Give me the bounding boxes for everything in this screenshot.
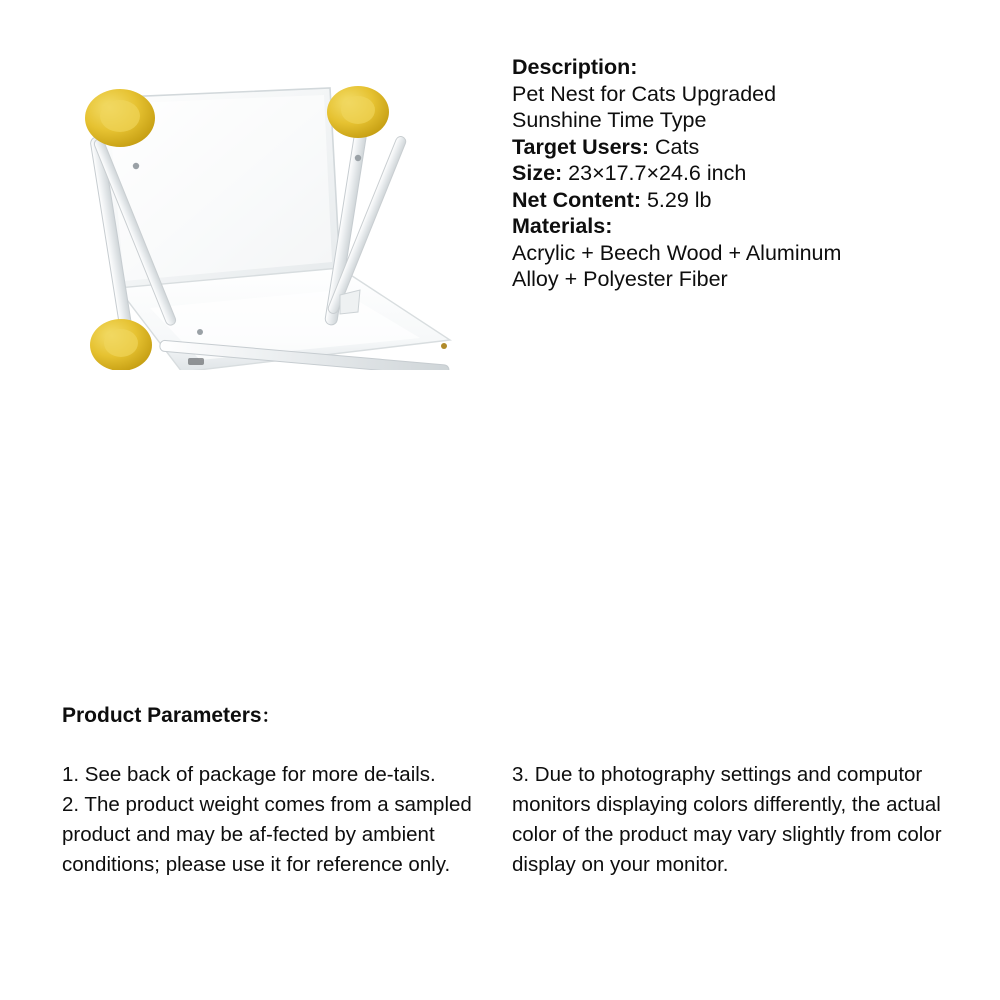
- parameter-item: 1. See back of package for more de-tails.: [62, 763, 436, 786]
- spec-label: Target Users:: [512, 134, 650, 159]
- spec-value: 23×17.7×24.6 inch: [562, 161, 747, 185]
- spec-label: Description:: [512, 55, 638, 79]
- spec-value: 5.29 lb: [640, 187, 712, 212]
- spec-line-description-label: [512, 54, 952, 81]
- parameter-item: 3. Due to photography settings and computor monitors displaying colors differently, the actual color of the product may vary slightly from color display on your monitor.: [512, 763, 942, 876]
- spec-value: Cats: [649, 134, 700, 159]
- spec-value: Sunshine Time Type: [512, 108, 707, 132]
- parameter-item: 2. The product weight comes from a sampled product and may be af-fected by ambient conditions; please use it for reference only.: [62, 793, 472, 876]
- spec-line-size: [512, 160, 952, 187]
- product-parameters-heading-text: Product Parameters: [62, 704, 262, 727]
- spec-label: Net Content:: [512, 187, 641, 212]
- spec-line-target-users: [512, 134, 952, 161]
- spec-line-materials-value-1: [512, 240, 952, 267]
- suction-cup-top-left: [85, 89, 155, 147]
- spec-line-description-value-1: [512, 81, 952, 108]
- product-parameters-heading-colon: ：: [261, 706, 280, 726]
- spec-line-net-content: [512, 187, 952, 214]
- suction-cup-top-right: [327, 86, 389, 138]
- spec-label: Size:: [512, 161, 563, 185]
- spec-value: Acrylic + Beech Wood + Aluminum: [512, 240, 842, 265]
- product-parameters-heading: [62, 702, 280, 728]
- product-parameters-left-column: [62, 760, 487, 880]
- spec-line-materials-value-2: [512, 266, 952, 293]
- spec-line-materials-label: [512, 213, 952, 240]
- spec-value: Alloy + Polyester Fiber: [512, 267, 728, 291]
- brand-tag: [188, 358, 204, 365]
- product-spec-list: [512, 54, 952, 293]
- spec-line-description-value-2: [512, 107, 952, 134]
- spec-label: Materials:: [512, 214, 613, 238]
- product-image: [40, 40, 460, 370]
- cat-nest-illustration: [40, 40, 460, 370]
- suction-cup-bottom-left: [90, 319, 152, 370]
- product-parameters-right-column: [512, 760, 942, 880]
- spec-value: Pet Nest for Cats Upgraded: [512, 81, 777, 106]
